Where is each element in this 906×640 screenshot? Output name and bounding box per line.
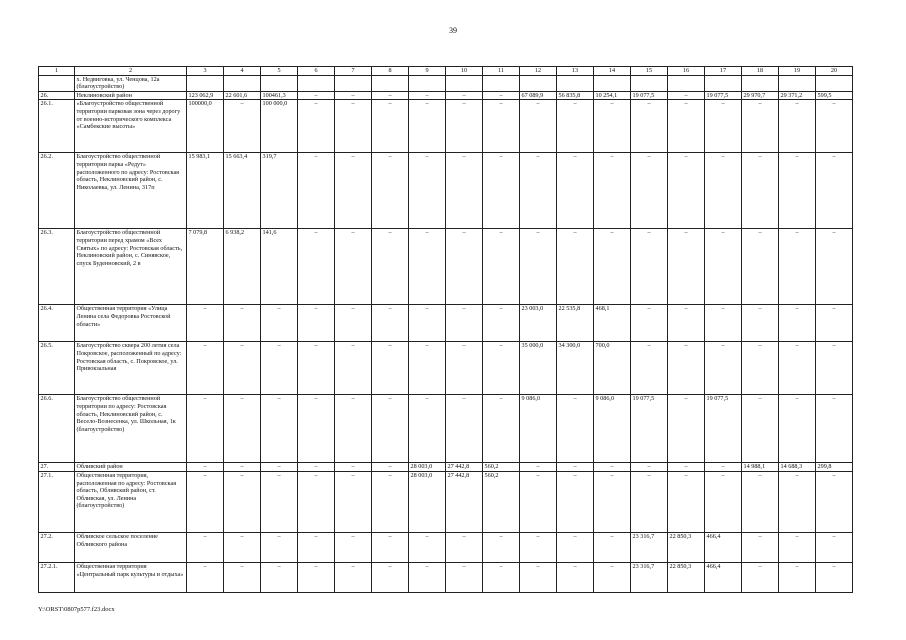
value-cell: –: [335, 153, 372, 229]
value-cell: 29 970,7: [742, 91, 779, 100]
table-row: [39, 153, 853, 229]
value-cell: –: [816, 471, 853, 532]
value-cell: 34 300,0: [557, 342, 594, 395]
value-cell: –: [483, 153, 520, 229]
value-cell: –: [335, 562, 372, 592]
value-cell: –: [594, 471, 631, 532]
value-cell: –: [298, 342, 335, 395]
value-cell: –: [520, 153, 557, 229]
value-cell: –: [779, 532, 816, 562]
value-cell: –: [224, 395, 261, 463]
value-cell: –: [816, 562, 853, 592]
table-row: [39, 75, 853, 91]
value-cell: –: [705, 229, 742, 305]
row-number-cell: 26.3.: [39, 229, 75, 305]
row-name-cell: Общественная территория, расположенная по адресу: Ростовская область, Обливский район, ст. Обливская, ул. Ленина (благоустройство): [75, 471, 187, 532]
value-cell: –: [631, 342, 668, 395]
value-cell: –: [335, 342, 372, 395]
value-cell: –: [298, 305, 335, 342]
value-cell: 28 003,0: [409, 463, 446, 472]
value-cell: –: [298, 395, 335, 463]
column-number-2: 2: [75, 67, 187, 76]
value-cell: –: [816, 395, 853, 463]
value-cell: –: [409, 229, 446, 305]
value-cell: –: [298, 100, 335, 153]
value-cell: 22 601,6: [224, 91, 261, 100]
row-number-cell: 27.2.1.: [39, 562, 75, 592]
row-number-cell: 27.1.: [39, 471, 75, 532]
row-name-cell: Благоустройство общественной территории по адресу: Ростовская область, Неклиновский район, с. Весело-Вознесенка, ул. Школьная, 1к (благоустройство): [75, 395, 187, 463]
column-number-18: 18: [742, 67, 779, 76]
row-number-cell: 26.4.: [39, 305, 75, 342]
value-cell: –: [372, 395, 409, 463]
value-cell: –: [668, 91, 705, 100]
value-cell: –: [446, 305, 483, 342]
value-cell: 27 442,8: [446, 471, 483, 532]
column-number-3: 3: [187, 67, 224, 76]
value-cell: –: [335, 229, 372, 305]
value-cell: –: [668, 471, 705, 532]
value-cell: –: [409, 100, 446, 153]
value-cell: –: [631, 153, 668, 229]
value-cell: –: [557, 463, 594, 472]
value-cell: –: [483, 532, 520, 562]
value-cell: –: [594, 562, 631, 592]
value-cell: –: [520, 471, 557, 532]
value-cell: –: [742, 562, 779, 592]
value-cell: –: [742, 471, 779, 532]
value-cell: [816, 75, 853, 91]
value-cell: –: [631, 305, 668, 342]
row-name-cell: Общественная территория «Улица Ленина села Федоровка Ростовской области»: [75, 305, 187, 342]
value-cell: –: [409, 91, 446, 100]
value-cell: [557, 75, 594, 91]
table-row: [39, 100, 853, 153]
value-cell: –: [779, 395, 816, 463]
value-cell: –: [298, 562, 335, 592]
value-cell: [742, 75, 779, 91]
value-cell: –: [705, 342, 742, 395]
value-cell: –: [483, 229, 520, 305]
table-row: [39, 395, 853, 463]
value-cell: –: [298, 463, 335, 472]
value-cell: –: [298, 471, 335, 532]
value-cell: 141,6: [261, 229, 298, 305]
column-number-row: [39, 67, 853, 76]
value-cell: 100 000,0: [261, 100, 298, 153]
table-row: [39, 463, 853, 472]
column-number-13: 13: [557, 67, 594, 76]
value-cell: 560,2: [483, 463, 520, 472]
value-cell: –: [187, 562, 224, 592]
value-cell: –: [705, 471, 742, 532]
value-cell: –: [335, 305, 372, 342]
value-cell: –: [779, 342, 816, 395]
value-cell: 15 983,1: [187, 153, 224, 229]
value-cell: [261, 75, 298, 91]
value-cell: 15 663,4: [224, 153, 261, 229]
value-cell: –: [298, 229, 335, 305]
row-name-cell: Общественная территория «Центральный парк культуры и отдыха»: [75, 562, 187, 592]
value-cell: 10 254,1: [594, 91, 631, 100]
value-cell: –: [446, 562, 483, 592]
value-cell: –: [372, 100, 409, 153]
value-cell: –: [520, 562, 557, 592]
value-cell: –: [446, 100, 483, 153]
column-number-14: 14: [594, 67, 631, 76]
value-cell: [187, 75, 224, 91]
value-cell: –: [520, 100, 557, 153]
value-cell: –: [446, 532, 483, 562]
column-number-15: 15: [631, 67, 668, 76]
value-cell: –: [372, 91, 409, 100]
column-number-19: 19: [779, 67, 816, 76]
value-cell: –: [483, 562, 520, 592]
value-cell: [631, 75, 668, 91]
value-cell: 319,7: [261, 153, 298, 229]
value-cell: 7 079,8: [187, 229, 224, 305]
value-cell: –: [631, 229, 668, 305]
value-cell: –: [409, 562, 446, 592]
value-cell: –: [742, 305, 779, 342]
value-cell: –: [298, 153, 335, 229]
row-number-cell: 26.2.: [39, 153, 75, 229]
value-cell: –: [409, 532, 446, 562]
value-cell: 23 316,7: [631, 562, 668, 592]
value-cell: 19 077,5: [631, 91, 668, 100]
table-row: [39, 305, 853, 342]
value-cell: –: [261, 342, 298, 395]
value-cell: –: [335, 91, 372, 100]
value-cell: –: [187, 532, 224, 562]
value-cell: –: [483, 342, 520, 395]
value-cell: –: [372, 562, 409, 592]
value-cell: [298, 75, 335, 91]
value-cell: –: [224, 463, 261, 472]
value-cell: –: [594, 532, 631, 562]
value-cell: –: [668, 153, 705, 229]
value-cell: –: [779, 153, 816, 229]
value-cell: –: [668, 100, 705, 153]
column-number-5: 5: [261, 67, 298, 76]
value-cell: –: [520, 229, 557, 305]
value-cell: –: [187, 342, 224, 395]
budget-table: [38, 66, 853, 593]
row-name-cell: Благоустройство сквера 200 летия села Покровское, расположенный по адресу: Ростовская область, с. Покровское, ул. Привокзальная: [75, 342, 187, 395]
value-cell: –: [409, 153, 446, 229]
value-cell: –: [557, 153, 594, 229]
value-cell: –: [668, 229, 705, 305]
value-cell: 67 089,9: [520, 91, 557, 100]
value-cell: [668, 75, 705, 91]
column-number-20: 20: [816, 67, 853, 76]
row-name-cell: Неклиновский район: [75, 91, 187, 100]
value-cell: –: [742, 532, 779, 562]
value-cell: –: [742, 153, 779, 229]
column-number-6: 6: [298, 67, 335, 76]
value-cell: –: [594, 153, 631, 229]
value-cell: –: [816, 100, 853, 153]
value-cell: –: [742, 395, 779, 463]
value-cell: –: [742, 342, 779, 395]
value-cell: –: [631, 100, 668, 153]
column-number-12: 12: [520, 67, 557, 76]
value-cell: 27 442,8: [446, 463, 483, 472]
value-cell: [409, 75, 446, 91]
column-number-8: 8: [372, 67, 409, 76]
value-cell: 299,8: [816, 463, 853, 472]
value-cell: 700,0: [594, 342, 631, 395]
row-name-cell: х. Недвиговка, ул. Ченцова, 12а (благоустройство): [75, 75, 187, 91]
value-cell: –: [816, 305, 853, 342]
value-cell: –: [372, 471, 409, 532]
value-cell: 100461,3: [261, 91, 298, 100]
table-row: [39, 532, 853, 562]
value-cell: 9 086,0: [520, 395, 557, 463]
value-cell: –: [668, 395, 705, 463]
value-cell: –: [705, 463, 742, 472]
value-cell: –: [409, 395, 446, 463]
value-cell: –: [557, 532, 594, 562]
value-cell: 466,4: [705, 532, 742, 562]
column-number-16: 16: [668, 67, 705, 76]
value-cell: –: [261, 562, 298, 592]
footer-file-path: Y:\ORST\0807p577.f23.docx: [38, 606, 115, 613]
value-cell: –: [705, 153, 742, 229]
table-row: [39, 562, 853, 592]
value-cell: –: [483, 395, 520, 463]
value-cell: –: [224, 100, 261, 153]
value-cell: [335, 75, 372, 91]
row-name-cell: Обливское сельское поселение Обливского района: [75, 532, 187, 562]
value-cell: –: [557, 562, 594, 592]
value-cell: –: [742, 229, 779, 305]
value-cell: –: [261, 532, 298, 562]
value-cell: –: [520, 532, 557, 562]
value-cell: –: [816, 153, 853, 229]
value-cell: 22 850,3: [668, 562, 705, 592]
value-cell: [705, 75, 742, 91]
value-cell: –: [261, 395, 298, 463]
column-number-17: 17: [705, 67, 742, 76]
value-cell: 468,1: [594, 305, 631, 342]
value-cell: 19 077,5: [705, 91, 742, 100]
value-cell: 100000,0: [187, 100, 224, 153]
value-cell: [779, 75, 816, 91]
value-cell: –: [224, 532, 261, 562]
table-row: [39, 91, 853, 100]
value-cell: 599,5: [816, 91, 853, 100]
value-cell: –: [335, 463, 372, 472]
value-cell: –: [668, 305, 705, 342]
column-number-4: 4: [224, 67, 261, 76]
value-cell: –: [372, 153, 409, 229]
value-cell: –: [557, 229, 594, 305]
value-cell: –: [557, 471, 594, 532]
value-cell: –: [187, 463, 224, 472]
value-cell: 23 003,0: [520, 305, 557, 342]
value-cell: –: [816, 229, 853, 305]
value-cell: [372, 75, 409, 91]
value-cell: –: [335, 532, 372, 562]
value-cell: 56 835,8: [557, 91, 594, 100]
row-number-cell: 26.5.: [39, 342, 75, 395]
value-cell: –: [557, 395, 594, 463]
value-cell: –: [187, 471, 224, 532]
row-name-cell: Обливский район: [75, 463, 187, 472]
value-cell: –: [483, 91, 520, 100]
value-cell: [446, 75, 483, 91]
value-cell: –: [335, 471, 372, 532]
value-cell: 6 938,2: [224, 229, 261, 305]
column-number-1: 1: [39, 67, 75, 76]
column-number-9: 9: [409, 67, 446, 76]
value-cell: –: [668, 342, 705, 395]
value-cell: 19 077,5: [705, 395, 742, 463]
value-cell: –: [298, 91, 335, 100]
value-cell: –: [594, 100, 631, 153]
value-cell: –: [483, 100, 520, 153]
value-cell: –: [261, 305, 298, 342]
value-cell: –: [631, 471, 668, 532]
value-cell: –: [446, 153, 483, 229]
value-cell: 466,4: [705, 562, 742, 592]
value-cell: 22 535,8: [557, 305, 594, 342]
value-cell: –: [224, 471, 261, 532]
value-cell: –: [742, 100, 779, 153]
row-number-cell: 26.6.: [39, 395, 75, 463]
table-row: [39, 471, 853, 532]
value-cell: –: [224, 342, 261, 395]
value-cell: 9 086,0: [594, 395, 631, 463]
value-cell: –: [187, 395, 224, 463]
value-cell: –: [372, 532, 409, 562]
value-cell: 29 371,2: [779, 91, 816, 100]
row-number-cell: 27.: [39, 463, 75, 472]
column-number-11: 11: [483, 67, 520, 76]
page-number: 39: [449, 26, 457, 35]
value-cell: [520, 75, 557, 91]
row-number-cell: [39, 75, 75, 91]
value-cell: –: [483, 305, 520, 342]
row-number-cell: 26.: [39, 91, 75, 100]
value-cell: 123 062,9: [187, 91, 224, 100]
value-cell: 23 316,7: [631, 532, 668, 562]
value-cell: –: [298, 532, 335, 562]
value-cell: –: [705, 100, 742, 153]
value-cell: 35 000,0: [520, 342, 557, 395]
row-name-cell: Благоустройство общественной территории парка «Редут» расположенного по адресу: Ростовская область, Неклиновский район, с. Николаевка, ул. Ленина, 317п: [75, 153, 187, 229]
value-cell: –: [816, 342, 853, 395]
value-cell: –: [224, 562, 261, 592]
value-cell: –: [594, 229, 631, 305]
value-cell: –: [779, 562, 816, 592]
value-cell: 560,2: [483, 471, 520, 532]
value-cell: –: [335, 100, 372, 153]
table-row: [39, 342, 853, 395]
row-number-cell: 26.1.: [39, 100, 75, 153]
value-cell: –: [779, 229, 816, 305]
value-cell: –: [409, 305, 446, 342]
value-cell: –: [594, 463, 631, 472]
column-number-7: 7: [335, 67, 372, 76]
value-cell: –: [520, 463, 557, 472]
table-row: [39, 229, 853, 305]
value-cell: [594, 75, 631, 91]
value-cell: 22 850,3: [668, 532, 705, 562]
value-cell: –: [224, 305, 261, 342]
row-name-cell: Благоустройство общественной территории перед храмом «Всех Святых» по адресу: Ростовская область, Неклиновский район, с. Синявское, спуск Буденновский, 2 в: [75, 229, 187, 305]
value-cell: –: [779, 100, 816, 153]
value-cell: 14 988,1: [742, 463, 779, 472]
value-cell: –: [631, 463, 668, 472]
value-cell: –: [557, 100, 594, 153]
row-name-cell: «Благоустройство общественной территории парковая зона через дорогу от военно-исторического комплекса «Самбекские высоты»: [75, 100, 187, 153]
row-number-cell: 27.2.: [39, 532, 75, 562]
column-number-10: 10: [446, 67, 483, 76]
value-cell: –: [187, 305, 224, 342]
value-cell: [224, 75, 261, 91]
value-cell: –: [446, 342, 483, 395]
value-cell: 19 077,5: [631, 395, 668, 463]
value-cell: –: [446, 91, 483, 100]
value-cell: –: [261, 471, 298, 532]
value-cell: –: [446, 229, 483, 305]
value-cell: –: [446, 395, 483, 463]
value-cell: –: [372, 463, 409, 472]
value-cell: –: [372, 305, 409, 342]
value-cell: 28 003,0: [409, 471, 446, 532]
value-cell: [483, 75, 520, 91]
value-cell: –: [335, 395, 372, 463]
value-cell: –: [409, 342, 446, 395]
value-cell: –: [779, 305, 816, 342]
value-cell: 14 688,3: [779, 463, 816, 472]
value-cell: –: [372, 342, 409, 395]
value-cell: –: [705, 305, 742, 342]
value-cell: –: [668, 463, 705, 472]
value-cell: –: [816, 532, 853, 562]
value-cell: –: [261, 463, 298, 472]
value-cell: –: [372, 229, 409, 305]
value-cell: –: [779, 471, 816, 532]
